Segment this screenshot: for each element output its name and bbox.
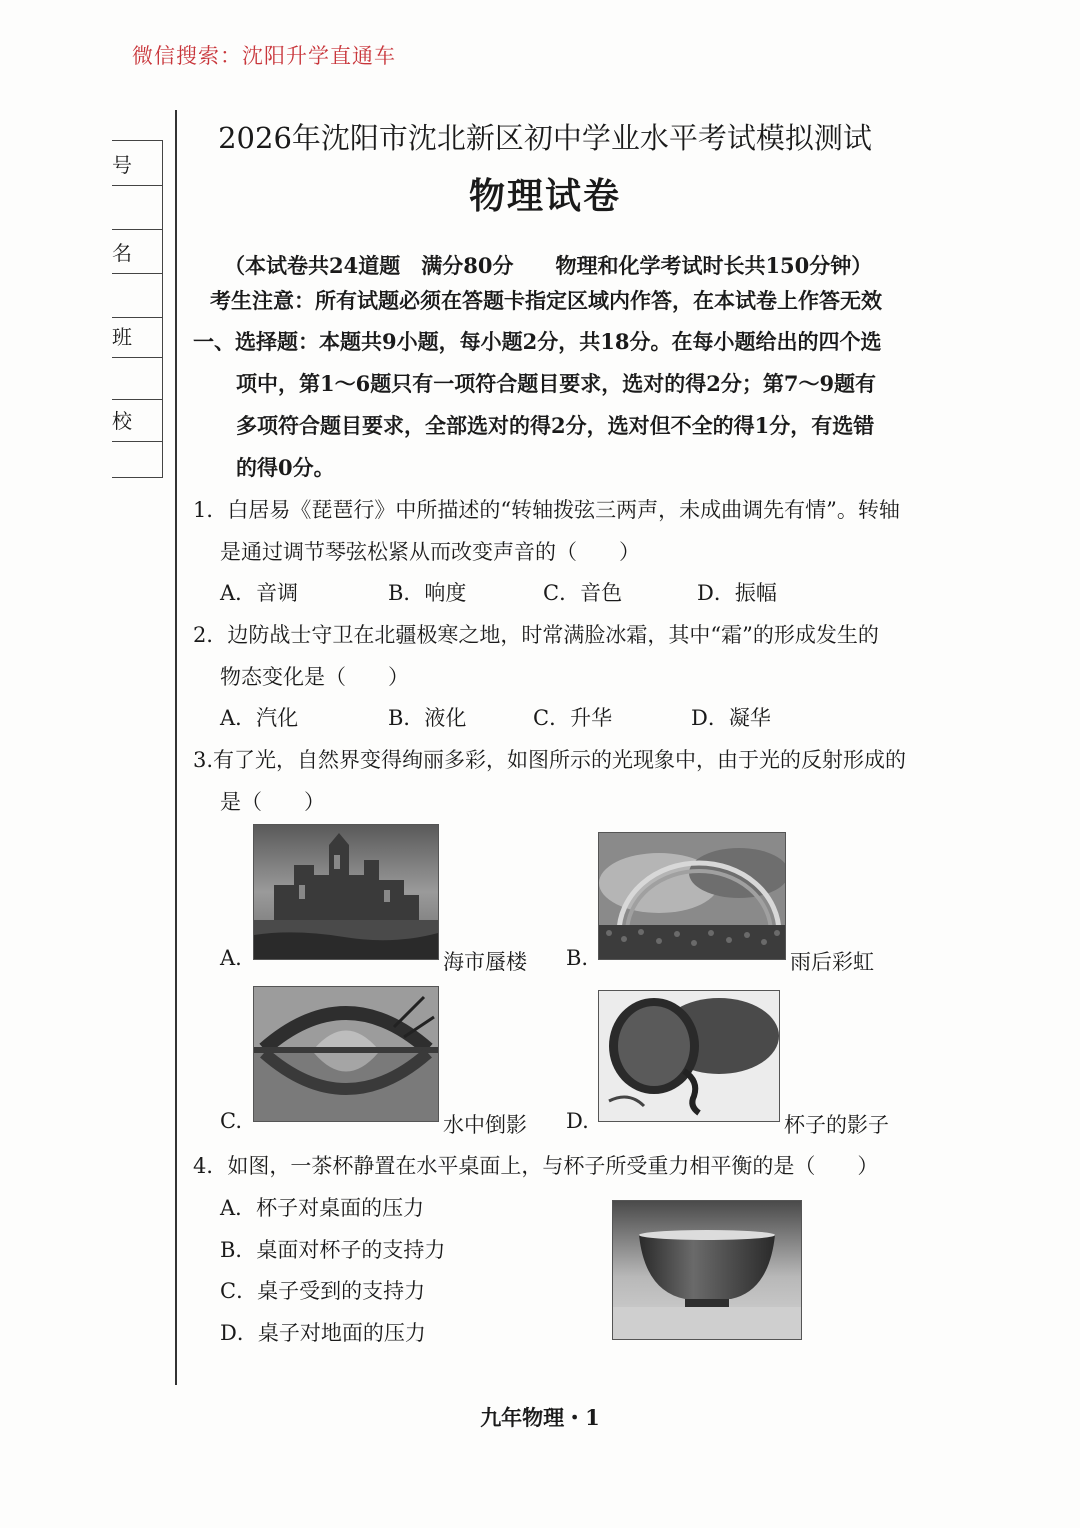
question-2-stem: 2．边防战士守卫在北疆极寒之地，时常满脸冰霜，其中“霜”的形成发生的 [193,623,879,647]
margin-row-school [112,397,162,439]
margin-label: 班 [112,325,132,349]
section-instructions: 项中，第1～6题只有一项符合题目要求，选对的得2分；第7～9题有 [236,371,877,396]
margin-row-blank [112,355,162,397]
margin-label: 号 [112,153,132,177]
margin-row-name [112,229,162,271]
margin-label: 校 [112,409,132,433]
q3-option-c-caption: 水中倒影 [443,1113,527,1137]
question-1-stem: 是通过调节琴弦松紧从而改变声音的（ ） [220,540,640,564]
q2-option-b: B．液化 [388,706,467,730]
exam-notice: 考生注意：所有试题必须在答题卡指定区域内作答，在本试卷上作答无效 [210,288,882,313]
q4-option-b: B．桌面对杯子的支持力 [220,1238,446,1262]
q3-option-d-caption: 杯子的影子 [784,1113,889,1137]
q3-option-b-caption: 雨后彩虹 [790,950,874,974]
margin-row-blank [112,273,162,315]
q3-option-c-letter: C. [220,1109,242,1133]
section-instructions: 多项符合题目要求，全部选对的得2分，选对但不全的得1分，有选错 [236,413,875,438]
q4-option-a: A．杯子对桌面的压力 [220,1196,425,1220]
question-4-stem: 4．如图，一茶杯静置在水平桌面上，与杯子所受重力相平衡的是（ ） [193,1154,879,1178]
margin-label: 名 [112,241,132,265]
q4-option-c: C．桌子受到的支持力 [220,1279,426,1303]
exam-title: 2026年沈阳市沈北新区初中学业水平考试模拟测试 [218,121,872,155]
reflection-image [253,986,439,1122]
q2-option-d: D．凝华 [691,706,771,730]
q2-option-a: A．汽化 [220,706,299,730]
q1-option-b: B．响度 [388,581,467,605]
question-1-stem: 1．白居易《琵琶行》中所描述的“转轴拨弦三两声，未成曲调先有情”。转轴 [193,498,900,522]
cup-shadow-image [598,990,780,1122]
watermark: 微信搜索：沈阳升学直通车 [132,44,396,68]
teacup-image [612,1200,802,1340]
q3-option-b-letter: B. [566,946,589,970]
margin-row-class [112,313,162,355]
mirage-image [253,824,439,960]
question-3-stem: 是（ ） [220,790,325,814]
question-3-stem: 3.有了光，自然界变得绚丽多彩，如图所示的光现象中，由于光的反射形成的 [193,748,907,772]
q1-option-d: D．振幅 [697,581,777,605]
q2-option-c: C．升华 [533,706,613,730]
rainbow-image [598,832,786,960]
binding-line [175,110,177,1385]
q1-option-c: C．音色 [543,581,623,605]
question-2-stem: 物态变化是（ ） [220,665,409,689]
q4-option-d: D．桌子对地面的压力 [220,1321,426,1345]
q3-option-a-caption: 海市蜃楼 [443,950,527,974]
q1-option-a: A．音调 [220,581,299,605]
q3-option-a-letter: A. [220,946,242,970]
page-footer: 九年物理・1 [480,1405,600,1430]
section-instructions: 的得0分。 [236,455,335,480]
exam-info: （本试卷共24道题 满分80分 物理和化学考试时长共150分钟） [224,253,873,278]
paper-subtitle: 物理试卷 [468,175,621,217]
q3-option-d-letter: D. [566,1109,589,1133]
section-heading: 一、选择题：本题共9小题，每小题2分，共18分。在每小题给出的四个选 [193,329,882,354]
